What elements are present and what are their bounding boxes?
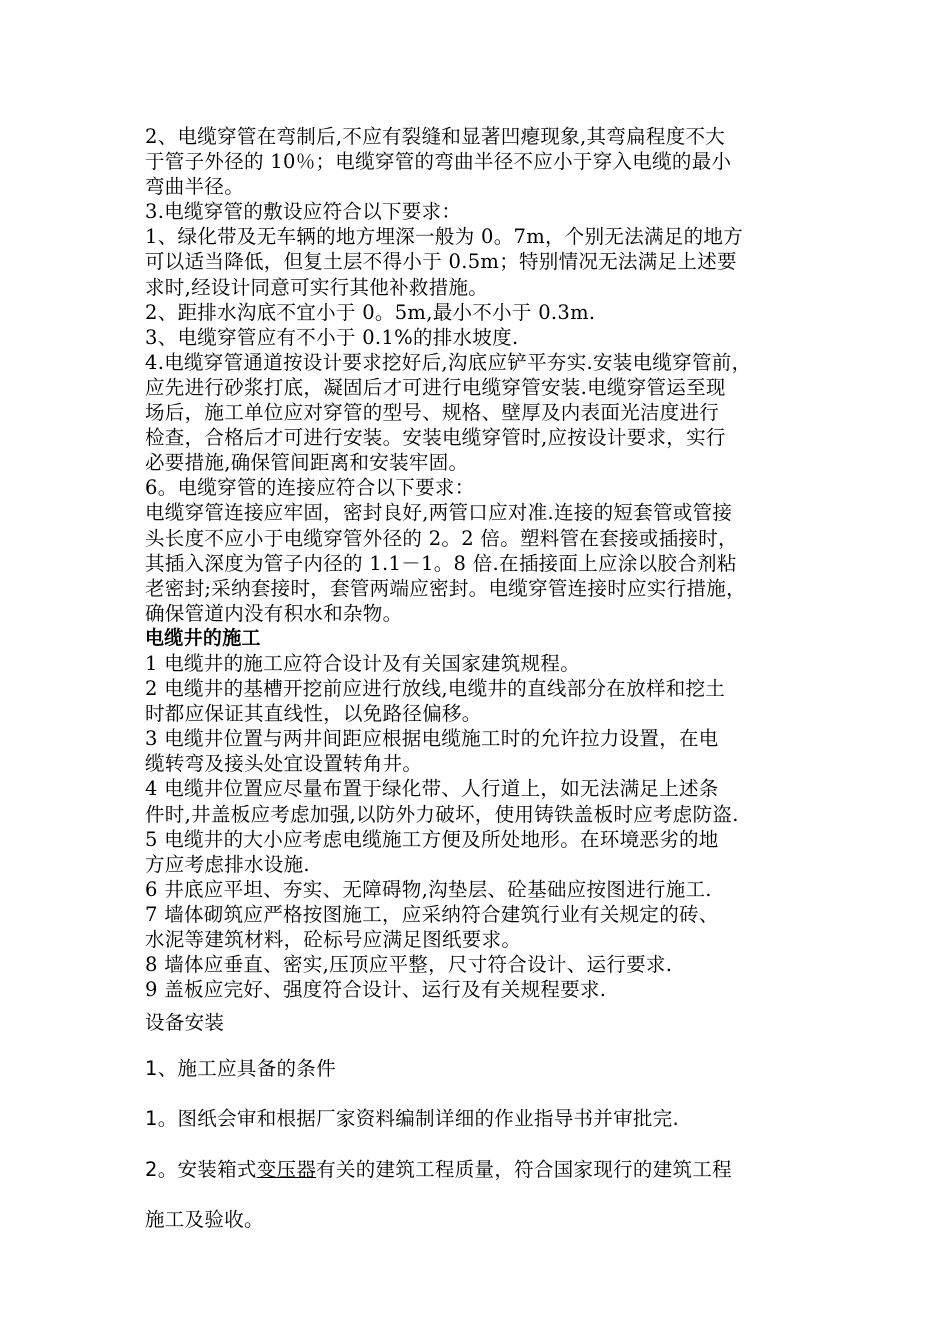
- cable-well-section: [145, 626, 815, 1002]
- text-line: 4.电缆穿管通道按设计要求挖好后,沟底应铲平夯实.安装电缆穿管前，: [145, 350, 752, 374]
- section-heading: 电缆井的施工: [145, 626, 261, 649]
- text-line: 方应考虑排水设施.: [145, 852, 310, 876]
- text-line: 6。电缆穿管的连接应符合以下要求：: [145, 476, 475, 500]
- text-line: 8 墙体应垂直、密实,压顶应平整，尺寸符合设计、运行要求.: [145, 953, 673, 977]
- text-line: 7 墙体砌筑应严格按图施工，应采纳符合建筑行业有关规定的砖、: [145, 902, 719, 926]
- item-text: 有关的建筑工程质量，符合国家现行的建筑工程: [316, 1157, 732, 1181]
- text-line: 2 电缆井的基槽开挖前应进行放线,电缆井的直线部分在放样和挖土: [145, 677, 726, 701]
- text-line: 可以适当降低，但复土层不得小于 0.5m；特别情况无法满足上述要: [145, 250, 737, 274]
- text-line: 件时,井盖板应考虑加强,以防外力破坏，使用铸铁盖板时应考虑防盗.: [145, 802, 739, 826]
- text-line: 检查，合格后才可进行安装。安装电缆穿管时,应按设计要求，实行: [145, 426, 726, 450]
- text-line: 应先进行砂浆打底，凝固后才可进行电缆穿管安装.电缆穿管运至现: [145, 375, 726, 399]
- text-line: 时都应保证其直线性，以免路径偏移。: [145, 702, 482, 726]
- text-line: 3 电缆井位置与两井间距应根据电缆施工时的允许拉力设置，在电: [145, 727, 719, 751]
- text-line: 9 盖板应完好、强度符合设计、运行及有关规程要求.: [145, 978, 607, 1002]
- text-line: 1、绿化带及无车辆的地方埋深一般为 0。7m，个别无法满足的地方: [145, 225, 744, 249]
- document-body: [145, 124, 815, 1232]
- list-item: 1。图纸会审和根据厂家资料编制详细的作业指导书并审批完.: [145, 1107, 680, 1131]
- cable-duct-section: [145, 124, 815, 626]
- text-line: 水泥等建筑材料，砼标号应满足图纸要求。: [145, 928, 522, 951]
- text-line: 2、电缆穿管在弯制后,不应有裂缝和显著凹瘪现象,其弯扁程度不大: [145, 125, 726, 148]
- text-line: 求时,经设计同意可实行其他补救措施。: [145, 275, 489, 299]
- text-line: 弯曲半径。: [145, 175, 245, 199]
- list-item: 1、施工应具备的条件: [145, 1057, 336, 1081]
- section-heading: 设备安装: [145, 1011, 225, 1035]
- text-line: 6 井底应平坦、夯实、无障碍物,沟垫层、砼基础应按图进行施工.: [145, 877, 712, 901]
- list-item: [145, 1157, 815, 1182]
- equipment-install-section: [145, 1010, 815, 1231]
- transformer-link[interactable]: 变压器: [256, 1157, 317, 1181]
- text-line: 电缆穿管连接应牢固，密封良好,两管口应对准.连接的短套管或管接: [145, 501, 733, 525]
- item-text: 2。安装箱式: [145, 1157, 257, 1181]
- text-line: 缆转弯及接头处宜设置转角井。: [145, 752, 423, 776]
- text-line: 3、电缆穿管应有不小于 0.1%的排水坡度.: [145, 325, 519, 349]
- text-line: 5 电缆井的大小应考虑电缆施工方便及所处地形。在环境恶劣的地: [145, 827, 719, 851]
- text-line: 头长度不应小于电缆穿管外径的 2。2 倍。塑料管在套接或插接时，: [145, 526, 738, 550]
- text-line: 必要措施,确保管间距离和安装牢固。: [145, 451, 469, 475]
- text-line: 确保管道内没有积水和杂物。: [145, 601, 403, 625]
- text-line: 3.电缆穿管的敷设应符合以下要求：: [145, 200, 462, 224]
- text-line: 场后，施工单位应对穿管的型号、规格、壁厚及内表面光洁度进行: [145, 401, 720, 425]
- text-line: 2、距排水沟底不宜小于 0。5m,最小不小于 0.3m.: [145, 300, 596, 324]
- text-line: 1 电缆井的施工应符合设计及有关国家建筑规程。: [145, 651, 581, 675]
- text-line: 其插入深度为管子内径的 1.1－1。8 倍.在插接面上应涂以胶合剂粘: [145, 551, 737, 575]
- text-line: 于管子外径的 10％；电缆穿管的弯曲半径不应小于穿入电缆的最小: [145, 150, 732, 174]
- list-item: 施工及验收。: [145, 1207, 264, 1231]
- text-line: 4 电缆井位置应尽量布置于绿化带、人行道上，如无法满足上述条: [145, 777, 719, 801]
- text-line: 老密封;采纳套接时，套管两端应密封。电缆穿管连接时应实行措施，: [145, 576, 746, 600]
